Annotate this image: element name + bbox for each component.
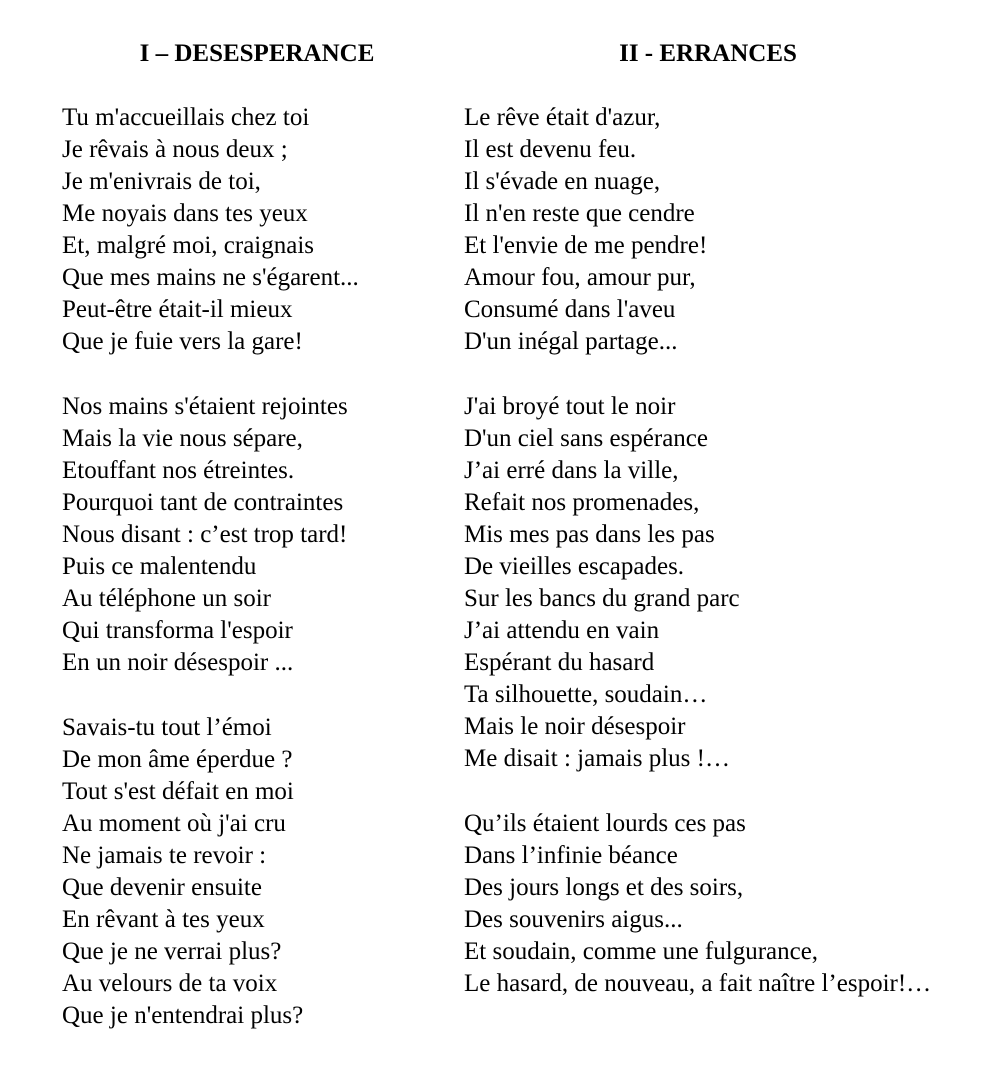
verse-line: Il s'évade en nuage, bbox=[464, 168, 661, 195]
verse-line: Le rêve était d'azur, bbox=[464, 104, 661, 131]
verse-line: Que je fuie vers la gare! bbox=[62, 328, 303, 355]
verse-line: Que je n'entendrai plus? bbox=[62, 1002, 304, 1029]
verse-line: Que je ne verrai plus? bbox=[62, 938, 282, 965]
verse-line: Nous disant : c’est trop tard! bbox=[62, 521, 348, 548]
verse-line: Me disait : jamais plus !… bbox=[464, 745, 730, 772]
verse-line: Puis ce malentendu bbox=[62, 553, 257, 580]
verse-line: Peut-être était-il mieux bbox=[62, 296, 293, 323]
stanza bbox=[62, 712, 303, 1032]
verse-line: Refait nos promenades, bbox=[464, 489, 700, 516]
verse-line: Espérant du hasard bbox=[464, 649, 655, 676]
verse-line: Me noyais dans tes yeux bbox=[62, 200, 308, 227]
verse-line: J’ai erré dans la ville, bbox=[464, 457, 679, 484]
verse-line: Que devenir ensuite bbox=[62, 874, 262, 901]
verse-line: De mon âme éperdue ? bbox=[62, 746, 293, 773]
verse-line: De vieilles escapades. bbox=[464, 553, 685, 580]
stanza bbox=[464, 808, 931, 1000]
verse-line: Des souvenirs aigus... bbox=[464, 906, 683, 933]
poem-title: II - ERRANCES bbox=[619, 40, 797, 67]
verse-line: Qui transforma l'espoir bbox=[62, 617, 293, 644]
verse-line: Savais-tu tout l’émoi bbox=[62, 714, 272, 741]
verse-line: Tu m'accueillais chez toi bbox=[62, 104, 310, 131]
stanza bbox=[62, 102, 359, 358]
poem-title: I – DESESPERANCE bbox=[139, 40, 375, 67]
verse-line: Mis mes pas dans les pas bbox=[464, 521, 715, 548]
verse-line: Le hasard, de nouveau, a fait naître l’espoir!… bbox=[464, 970, 932, 997]
verse-line: Je m'enivrais de toi, bbox=[62, 168, 261, 195]
verse-line: Mais le noir désespoir bbox=[464, 713, 686, 740]
stanza bbox=[62, 391, 348, 679]
verse-line: Ta silhouette, soudain… bbox=[464, 681, 708, 708]
verse-line: Et l'envie de me pendre! bbox=[464, 232, 708, 259]
verse-line: Qu’ils étaient lourds ces pas bbox=[464, 810, 746, 837]
verse-line: Sur les bancs du grand parc bbox=[464, 585, 740, 612]
verse-line: D'un ciel sans espérance bbox=[464, 425, 708, 452]
verse-line: J’ai attendu en vain bbox=[464, 617, 660, 644]
verse-line: Ne jamais te revoir : bbox=[62, 842, 267, 869]
verse-line: Il est devenu feu. bbox=[464, 136, 637, 163]
verse-line: Mais la vie nous sépare, bbox=[62, 425, 303, 452]
stanza bbox=[464, 102, 707, 358]
verse-line: Consumé dans l'aveu bbox=[464, 296, 676, 323]
verse-line: En un noir désespoir ... bbox=[62, 649, 294, 676]
verse-line: Que mes mains ne s'égarent... bbox=[62, 264, 359, 291]
verse-line: Amour fou, amour pur, bbox=[464, 264, 696, 291]
verse-line: Au moment où j'ai cru bbox=[62, 810, 286, 837]
verse-line: Tout s'est défait en moi bbox=[62, 778, 294, 805]
verse-line: Et soudain, comme une fulgurance, bbox=[464, 938, 819, 965]
verse-line: Des jours longs et des soirs, bbox=[464, 874, 744, 901]
verse-line: Dans l’infinie béance bbox=[464, 842, 678, 869]
verse-line: D'un inégal partage... bbox=[464, 328, 678, 355]
verse-line: Je rêvais à nous deux ; bbox=[62, 136, 288, 163]
verse-line: Pourquoi tant de contraintes bbox=[62, 489, 344, 516]
verse-line: En rêvant à tes yeux bbox=[62, 906, 265, 933]
verse-line: Au velours de ta voix bbox=[62, 970, 278, 997]
verse-line: Nos mains s'étaient rejointes bbox=[62, 393, 348, 420]
verse-line: Au téléphone un soir bbox=[62, 585, 271, 612]
verse-line: J'ai broyé tout le noir bbox=[464, 393, 676, 420]
verse-line: Il n'en reste que cendre bbox=[464, 200, 695, 227]
stanza bbox=[464, 391, 740, 775]
verse-line: Et, malgré moi, craignais bbox=[62, 232, 315, 259]
verse-line: Etouffant nos étreintes. bbox=[62, 457, 295, 484]
